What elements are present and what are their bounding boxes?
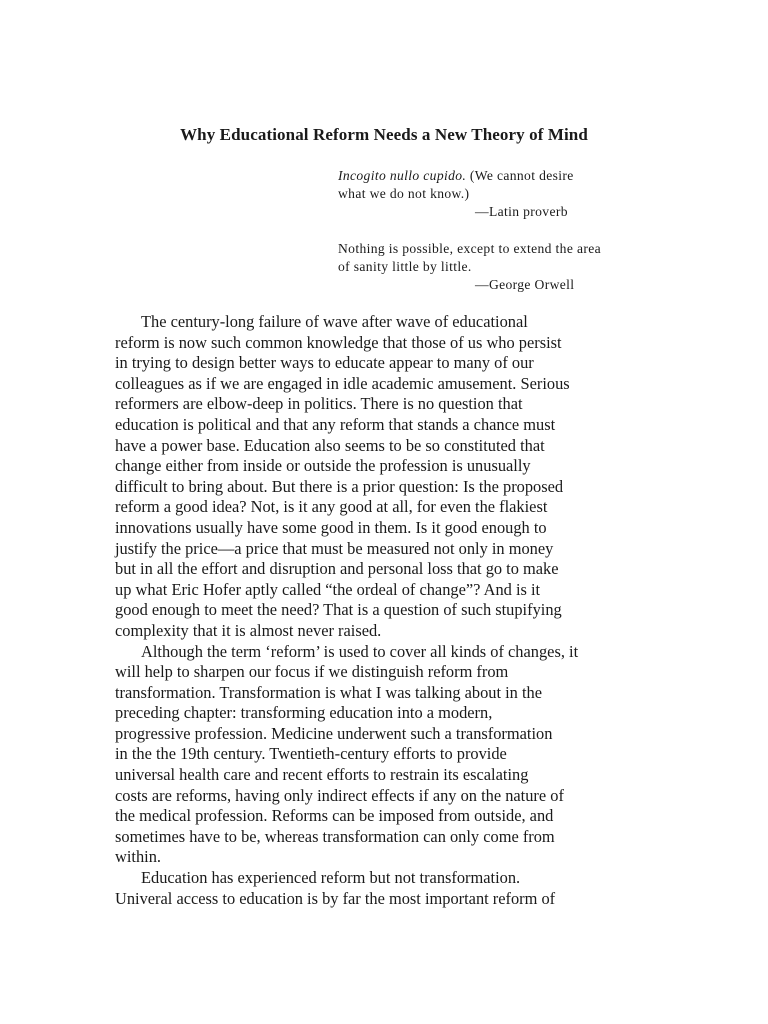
text-line: Education has experienced reform but not transformation. — [141, 868, 521, 888]
text-line: sometimes have to be, whereas transformation can only come from — [115, 826, 555, 846]
text-line: will help to sharpen our focus if we distinguish reform from — [115, 662, 509, 682]
text-line: reformers are elbow-deep in politics. There is no question that — [115, 394, 523, 414]
epigraph-latin-text: Incogito nullo cupido. — [338, 168, 467, 183]
epigraph-translation-end: what we do not know.) — [338, 186, 470, 201]
text-line: have a power base. Education also seems to be so constituted that — [115, 435, 545, 455]
body-text — [115, 312, 665, 909]
text-line: difficult to bring about. But there is a prior question: Is the proposed — [115, 476, 564, 496]
text-line: complexity that it is almost never raised. — [115, 620, 382, 640]
text-line: justify the price—a price that must be measured not only in money — [115, 538, 554, 558]
text-line: The century-long failure of wave after wave of educational — [141, 312, 528, 331]
paragraph — [115, 642, 665, 869]
epigraph-translation-start: (We cannot desire — [466, 168, 574, 183]
page-title: Why Educational Reform Needs a New Theory of Mind — [180, 125, 588, 144]
text-line: reform a good idea? Not, is it any good at all, for even the flakiest — [115, 497, 548, 517]
text-line: progressive profession. Medicine underwent such a transformation — [115, 723, 553, 743]
text-line: in the the 19th century. Twentieth-century efforts to provide — [115, 744, 507, 764]
epigraph-quote-line: of sanity little by little. — [338, 259, 472, 274]
epigraph-quote-line: Nothing is possible, except to extend the area — [338, 241, 601, 256]
text-line: within. — [115, 847, 161, 867]
epigraph-attribution: —George Orwell — [475, 277, 575, 292]
text-line: reform is now such common knowledge that those of us who persist — [115, 332, 562, 352]
text-line: colleagues as if we are engaged in idle academic amusement. Serious — [115, 373, 570, 393]
text-line: up what Eric Hofer aptly called “the ordeal of change”? And is it — [115, 579, 541, 599]
text-line: costs are reforms, having only indirect effects if any on the nature of — [115, 785, 564, 805]
paragraph — [115, 868, 665, 909]
text-line: the medical profession. Reforms can be imposed from outside, and — [115, 806, 554, 826]
text-line: change either from inside or outside the profession is unusually — [115, 456, 531, 476]
epigraph-attribution: —Latin proverb — [475, 204, 568, 219]
text-line: Univeral access to education is by far the most important reform of — [115, 888, 556, 908]
text-line: good enough to meet the need? That is a question of such stupifying — [115, 600, 562, 620]
epigraph-latin-proverb — [338, 167, 658, 221]
text-line: innovations usually have some good in them. Is it good enough to — [115, 517, 547, 537]
text-line: universal health care and recent efforts to restrain its escalating — [115, 765, 529, 785]
text-line: preceding chapter: transforming education into a modern, — [115, 703, 493, 723]
text-line: Although the term ‘reform’ is used to cover all kinds of changes, it — [141, 641, 579, 661]
text-line: in trying to design better ways to educate appear to many of our — [115, 353, 534, 373]
text-line: education is political and that any reform that stands a chance must — [115, 414, 556, 434]
epigraph-orwell — [338, 240, 658, 294]
text-line: transformation. Transformation is what I was talking about in the — [115, 682, 543, 702]
text-line: but in all the effort and disruption and personal loss that go to make — [115, 559, 559, 579]
paragraph — [115, 312, 665, 642]
